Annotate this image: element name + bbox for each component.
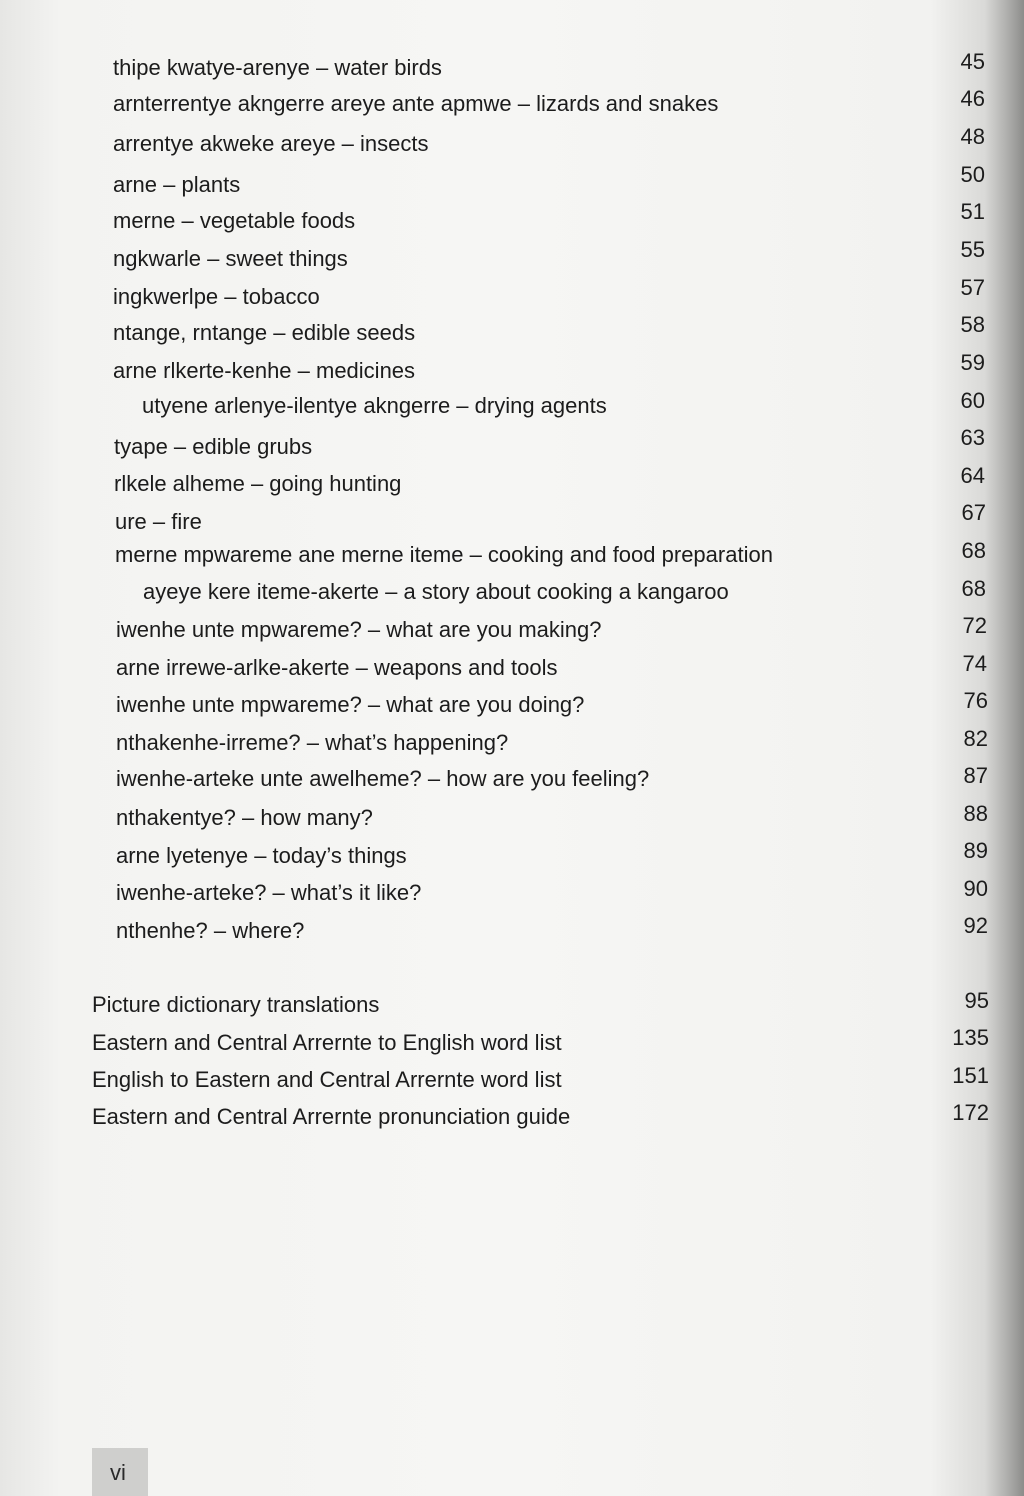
toc-subentry[interactable]: utyene arlenye-ilentye akngerre – drying agents bbox=[142, 393, 607, 418]
toc-page-number: 55 bbox=[960, 237, 985, 262]
toc-entry[interactable]: iwenhe-arteke unte awelheme? – how are you feeling? bbox=[116, 766, 650, 791]
toc-page-number: 89 bbox=[963, 838, 988, 863]
toc-section[interactable]: Eastern and Central Arrernte to English word list bbox=[92, 1030, 562, 1055]
toc-section[interactable]: Picture dictionary translations bbox=[92, 992, 380, 1017]
toc-subentry[interactable]: ayeye kere iteme-akerte – a story about cooking a kangaroo bbox=[143, 579, 729, 604]
toc-entry[interactable]: ingkwerlpe – tobacco bbox=[113, 284, 320, 309]
toc-page-number: 92 bbox=[963, 913, 988, 938]
toc-page-number: 57 bbox=[960, 275, 985, 300]
toc-entry[interactable]: ntange, rntange – edible seeds bbox=[113, 320, 416, 345]
toc-page-number: 46 bbox=[960, 86, 985, 111]
toc-page-number: 151 bbox=[952, 1063, 989, 1088]
toc-page-number: 172 bbox=[952, 1100, 989, 1125]
toc-entry[interactable]: arne rlkerte-kenhe – medicines bbox=[113, 358, 416, 383]
toc-page-number: 74 bbox=[962, 651, 987, 676]
toc-entry[interactable]: arne lyetenye – today’s things bbox=[116, 843, 407, 868]
toc-page-number: 64 bbox=[960, 463, 985, 488]
toc-entry[interactable]: iwenhe-arteke? – what’s it like? bbox=[116, 880, 422, 905]
page-number-tab bbox=[92, 1448, 148, 1496]
toc-entry[interactable]: nthakentye? – how many? bbox=[116, 805, 373, 830]
toc-page-number: 58 bbox=[960, 312, 985, 337]
toc-entry[interactable]: arne – plants bbox=[113, 172, 241, 197]
toc-page-number: 48 bbox=[960, 124, 985, 149]
toc-page-number: 95 bbox=[964, 988, 989, 1013]
toc-entry[interactable]: iwenhe unte mpwareme? – what are you making? bbox=[116, 617, 602, 642]
toc-entry[interactable]: ngkwarle – sweet things bbox=[113, 246, 348, 271]
toc-page-number: 88 bbox=[963, 801, 988, 826]
toc-entry[interactable]: merne – vegetable foods bbox=[113, 208, 356, 233]
toc-page-number: 50 bbox=[960, 162, 985, 187]
toc-page-number: 68 bbox=[961, 576, 986, 601]
toc-entry[interactable]: ure – fire bbox=[115, 509, 202, 534]
toc-entry[interactable]: tyape – edible grubs bbox=[114, 434, 313, 459]
toc-page-number: 72 bbox=[962, 613, 987, 638]
toc-entry[interactable]: arnterrentye akngerre areye ante apmwe – lizards and snakes bbox=[113, 91, 719, 116]
toc-entry[interactable]: thipe kwatye-arenye – water birds bbox=[113, 55, 442, 80]
toc-page-number: 90 bbox=[963, 876, 988, 901]
toc-section[interactable]: Eastern and Central Arrernte pronunciation guide bbox=[92, 1104, 571, 1129]
toc-entry[interactable]: arne irrewe-arlke-akerte – weapons and tools bbox=[116, 655, 558, 680]
toc-page-number: 45 bbox=[960, 49, 985, 74]
toc-page-number: 82 bbox=[963, 726, 988, 751]
toc-entry[interactable]: nthenhe? – where? bbox=[116, 918, 305, 943]
toc-page-number: 59 bbox=[960, 350, 985, 375]
toc-page-number: 76 bbox=[963, 688, 988, 713]
toc-entry[interactable]: nthakenhe-irreme? – what’s happening? bbox=[116, 730, 509, 755]
toc-entry[interactable]: rlkele alheme – going hunting bbox=[114, 471, 402, 496]
toc-entry[interactable]: merne mpwareme ane merne iteme – cooking and food preparation bbox=[115, 542, 773, 567]
page-number: vi bbox=[110, 1460, 126, 1485]
toc-page-number: 67 bbox=[961, 500, 986, 525]
toc-page-number: 135 bbox=[952, 1025, 989, 1050]
toc-page-number: 68 bbox=[961, 538, 986, 563]
toc-page-number: 63 bbox=[960, 425, 985, 450]
toc-page-number: 87 bbox=[963, 763, 988, 788]
toc-entry[interactable]: iwenhe unte mpwareme? – what are you doing? bbox=[116, 692, 585, 717]
toc-page-number: 60 bbox=[960, 388, 985, 413]
toc-page-number: 51 bbox=[960, 199, 985, 224]
toc-entry[interactable]: arrentye akweke areye – insects bbox=[113, 131, 429, 156]
toc-section[interactable]: English to Eastern and Central Arrernte word list bbox=[92, 1067, 562, 1092]
